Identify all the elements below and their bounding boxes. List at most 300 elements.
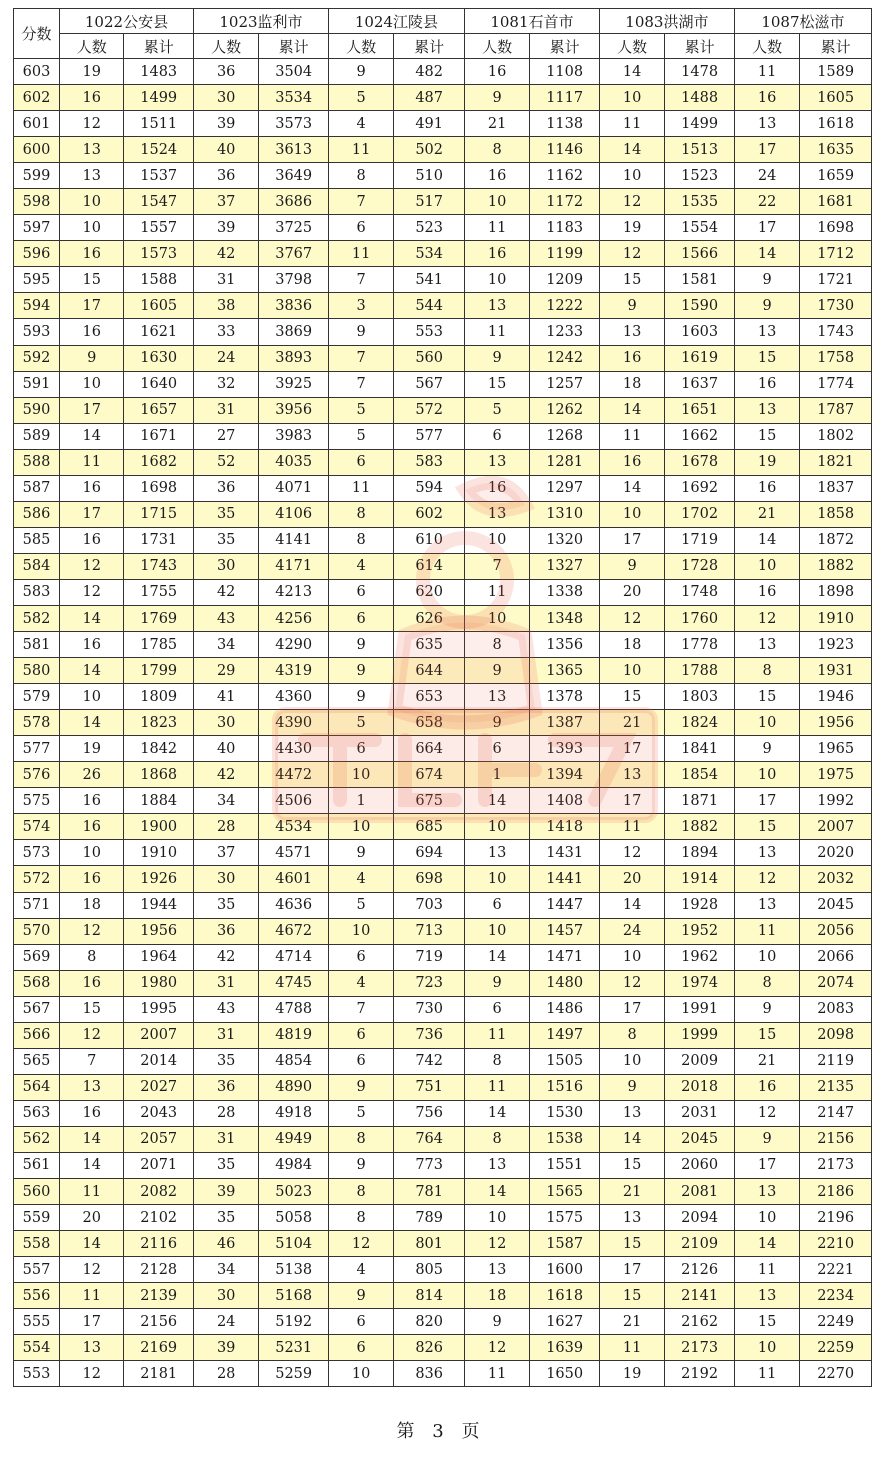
cumulative-cell: 2210 [800,1231,872,1257]
count-cell: 24 [193,1309,258,1335]
table-row [14,501,872,527]
cumulative-cell: 1618 [530,1283,600,1309]
count-cell: 5 [464,397,529,423]
cumulative-cell: 1588 [124,267,194,293]
cumulative-subheader: 累计 [259,34,329,59]
cumulative-cell: 1842 [124,736,194,762]
count-cell: 35 [193,892,258,918]
count-cell: 12 [60,579,124,605]
cumulative-cell: 1962 [665,944,735,970]
score-cell: 555 [14,1309,60,1335]
count-cell: 21 [734,1048,799,1074]
cumulative-cell: 2221 [800,1257,872,1283]
count-cell: 10 [328,918,393,944]
count-cell: 32 [193,371,258,397]
count-cell: 28 [193,1100,258,1126]
count-cell: 14 [60,658,124,684]
score-cell: 596 [14,241,60,267]
cumulative-cell: 4360 [259,684,329,710]
count-cell: 12 [599,189,664,215]
score-cell: 565 [14,1048,60,1074]
count-cell: 12 [734,605,799,631]
cumulative-cell: 560 [394,345,465,371]
cumulative-cell: 1635 [800,137,872,163]
cumulative-cell: 1199 [530,241,600,267]
count-cell: 11 [734,59,799,85]
count-cell: 17 [599,788,664,814]
count-cell: 10 [599,944,664,970]
score-cell: 564 [14,1074,60,1100]
score-cell: 573 [14,840,60,866]
score-cell: 569 [14,944,60,970]
count-cell: 11 [734,918,799,944]
count-cell: 36 [193,1074,258,1100]
cumulative-cell: 4788 [259,996,329,1022]
cumulative-cell: 3534 [259,85,329,111]
cumulative-cell: 572 [394,397,465,423]
score-cell: 576 [14,762,60,788]
cumulative-cell: 2094 [665,1205,735,1231]
count-cell: 16 [599,345,664,371]
count-cell: 11 [464,215,529,241]
count-cell: 7 [328,371,393,397]
table-row [14,579,872,605]
cumulative-cell: 1841 [665,736,735,762]
cumulative-cell: 1719 [665,527,735,553]
count-cell: 16 [734,85,799,111]
cumulative-cell: 1931 [800,658,872,684]
cumulative-cell: 1748 [665,579,735,605]
count-cell: 9 [464,658,529,684]
count-cell: 14 [60,605,124,631]
cumulative-cell: 1281 [530,449,600,475]
score-cell: 553 [14,1361,60,1387]
cumulative-cell: 2186 [800,1179,872,1205]
score-cell: 574 [14,814,60,840]
count-cell: 11 [599,423,664,449]
count-cell: 31 [193,1022,258,1048]
cumulative-cell: 2082 [124,1179,194,1205]
count-cell: 34 [193,1257,258,1283]
cumulative-cell: 4035 [259,449,329,475]
count-cell: 9 [734,996,799,1022]
cumulative-cell: 1297 [530,475,600,501]
cumulative-cell: 2169 [124,1335,194,1361]
count-cell: 24 [734,163,799,189]
cumulative-cell: 2007 [800,814,872,840]
count-cell: 21 [599,1179,664,1205]
cumulative-cell: 567 [394,371,465,397]
table-row [14,137,872,163]
count-subheader: 人数 [328,34,393,59]
count-cell: 10 [734,1205,799,1231]
cumulative-cell: 1327 [530,553,600,579]
table-row [14,866,872,892]
count-cell: 17 [734,137,799,163]
count-cell: 1 [464,762,529,788]
count-cell: 42 [193,762,258,788]
count-cell: 38 [193,293,258,319]
cumulative-cell: 1803 [665,684,735,710]
table-row [14,241,872,267]
table-row [14,111,872,137]
count-cell: 15 [599,267,664,293]
count-cell: 4 [328,866,393,892]
cumulative-cell: 1952 [665,918,735,944]
cumulative-cell: 814 [394,1283,465,1309]
count-cell: 9 [328,1152,393,1178]
cumulative-cell: 1894 [665,840,735,866]
cumulative-cell: 1516 [530,1074,600,1100]
cumulative-cell: 4472 [259,762,329,788]
count-cell: 10 [599,85,664,111]
table-row [14,1231,872,1257]
cumulative-cell: 1499 [124,85,194,111]
count-cell: 6 [328,605,393,631]
count-cell: 15 [734,1309,799,1335]
count-cell: 17 [60,397,124,423]
count-cell: 10 [60,215,124,241]
cumulative-cell: 1769 [124,605,194,631]
count-cell: 19 [60,59,124,85]
count-cell: 20 [60,1205,124,1231]
count-cell: 30 [193,85,258,111]
count-cell: 13 [599,319,664,345]
score-cell: 586 [14,501,60,527]
cumulative-cell: 1854 [665,762,735,788]
score-cell: 566 [14,1022,60,1048]
cumulative-cell: 1172 [530,189,600,215]
count-cell: 9 [464,85,529,111]
score-cell: 591 [14,371,60,397]
cumulative-cell: 1760 [665,605,735,631]
count-cell: 13 [464,684,529,710]
cumulative-cell: 3983 [259,423,329,449]
score-cell: 577 [14,736,60,762]
count-cell: 21 [599,710,664,736]
cumulative-cell: 1499 [665,111,735,137]
cumulative-cell: 1619 [665,345,735,371]
cumulative-cell: 2018 [665,1074,735,1100]
table-row [14,215,872,241]
cumulative-subheader: 累计 [530,34,600,59]
cumulative-cell: 510 [394,163,465,189]
count-cell: 11 [464,1361,529,1387]
cumulative-cell: 553 [394,319,465,345]
score-cell: 593 [14,319,60,345]
count-cell: 16 [60,527,124,553]
cumulative-cell: 2173 [800,1152,872,1178]
score-cell: 568 [14,970,60,996]
cumulative-cell: 2259 [800,1335,872,1361]
cumulative-cell: 4071 [259,475,329,501]
count-cell: 7 [328,345,393,371]
count-cell: 12 [599,241,664,267]
table-row [14,658,872,684]
cumulative-cell: 1882 [665,814,735,840]
count-cell: 42 [193,579,258,605]
count-cell: 5 [328,710,393,736]
count-cell: 14 [599,59,664,85]
cumulative-cell: 4672 [259,918,329,944]
cumulative-cell: 1222 [530,293,600,319]
count-cell: 15 [599,1283,664,1309]
count-cell: 12 [599,840,664,866]
cumulative-cell: 3767 [259,241,329,267]
cumulative-cell: 626 [394,605,465,631]
table-row [14,1335,872,1361]
score-cell: 582 [14,605,60,631]
count-cell: 13 [60,163,124,189]
count-cell: 14 [734,527,799,553]
cumulative-cell: 1486 [530,996,600,1022]
cumulative-cell: 610 [394,527,465,553]
count-cell: 11 [60,449,124,475]
cumulative-cell: 1956 [124,918,194,944]
cumulative-cell: 3956 [259,397,329,423]
count-cell: 15 [734,345,799,371]
cumulative-cell: 805 [394,1257,465,1283]
count-cell: 15 [599,1152,664,1178]
cumulative-cell: 1681 [800,189,872,215]
county-header: 1083洪湖市 [599,9,734,34]
count-cell: 15 [60,996,124,1022]
cumulative-cell: 517 [394,189,465,215]
count-cell: 9 [328,1074,393,1100]
cumulative-cell: 685 [394,814,465,840]
cumulative-cell: 5168 [259,1283,329,1309]
count-cell: 36 [193,918,258,944]
cumulative-cell: 751 [394,1074,465,1100]
score-cell: 558 [14,1231,60,1257]
cumulative-cell: 1858 [800,501,872,527]
cumulative-cell: 2102 [124,1205,194,1231]
cumulative-cell: 1523 [665,163,735,189]
count-cell: 10 [464,866,529,892]
cumulative-cell: 1898 [800,579,872,605]
cumulative-cell: 2083 [800,996,872,1022]
count-cell: 10 [599,1048,664,1074]
count-cell: 19 [599,215,664,241]
count-cell: 7 [60,1048,124,1074]
table-row [14,553,872,579]
count-cell: 8 [328,501,393,527]
count-cell: 15 [599,684,664,710]
count-cell: 30 [193,553,258,579]
cumulative-cell: 487 [394,85,465,111]
count-cell: 8 [464,1126,529,1152]
count-cell: 17 [60,1309,124,1335]
cumulative-cell: 3925 [259,371,329,397]
cumulative-cell: 2126 [665,1257,735,1283]
score-cell: 571 [14,892,60,918]
cumulative-cell: 4430 [259,736,329,762]
cumulative-cell: 2109 [665,1231,735,1257]
count-cell: 18 [599,632,664,658]
count-cell: 12 [599,970,664,996]
table-row [14,918,872,944]
count-cell: 13 [599,1205,664,1231]
cumulative-cell: 4106 [259,501,329,527]
cumulative-cell: 789 [394,1205,465,1231]
cumulative-cell: 1956 [800,710,872,736]
cumulative-cell: 658 [394,710,465,736]
count-cell: 20 [599,579,664,605]
cumulative-cell: 1589 [800,59,872,85]
cumulative-cell: 4171 [259,553,329,579]
cumulative-cell: 4534 [259,814,329,840]
count-cell: 24 [599,918,664,944]
table-row [14,527,872,553]
count-cell: 30 [193,866,258,892]
count-cell: 17 [734,788,799,814]
cumulative-cell: 1630 [124,345,194,371]
score-cell: 598 [14,189,60,215]
cumulative-cell: 614 [394,553,465,579]
count-cell: 9 [734,736,799,762]
count-cell: 14 [734,241,799,267]
count-cell: 13 [464,501,529,527]
score-cell: 581 [14,632,60,658]
count-cell: 13 [60,137,124,163]
cumulative-cell: 1488 [665,85,735,111]
count-cell: 9 [328,632,393,658]
cumulative-cell: 4854 [259,1048,329,1074]
cumulative-cell: 1268 [530,423,600,449]
count-cell: 12 [60,918,124,944]
count-cell: 13 [464,1257,529,1283]
count-cell: 12 [60,111,124,137]
cumulative-cell: 1320 [530,527,600,553]
count-cell: 8 [464,1048,529,1074]
count-cell: 12 [60,1022,124,1048]
cumulative-cell: 1378 [530,684,600,710]
count-cell: 20 [599,866,664,892]
cumulative-cell: 1618 [800,111,872,137]
score-cell: 556 [14,1283,60,1309]
cumulative-cell: 1605 [800,85,872,111]
count-cell: 8 [464,137,529,163]
cumulative-cell: 1882 [800,553,872,579]
cumulative-cell: 1513 [665,137,735,163]
score-cell: 557 [14,1257,60,1283]
count-cell: 12 [60,553,124,579]
table-row [14,267,872,293]
cumulative-cell: 1910 [800,605,872,631]
cumulative-cell: 4601 [259,866,329,892]
cumulative-cell: 4745 [259,970,329,996]
cumulative-cell: 736 [394,1022,465,1048]
cumulative-cell: 2009 [665,1048,735,1074]
table-row [14,1309,872,1335]
count-cell: 17 [734,1152,799,1178]
count-cell: 5 [328,423,393,449]
cumulative-cell: 1530 [530,1100,600,1126]
cumulative-cell: 1557 [124,215,194,241]
cumulative-cell: 1478 [665,59,735,85]
cumulative-cell: 1991 [665,996,735,1022]
count-cell: 8 [599,1022,664,1048]
count-cell: 28 [193,814,258,840]
count-cell: 9 [599,553,664,579]
table-row [14,944,872,970]
table-row [14,1152,872,1178]
cumulative-cell: 3798 [259,267,329,293]
cumulative-cell: 2156 [800,1126,872,1152]
count-cell: 10 [464,189,529,215]
count-cell: 13 [60,1335,124,1361]
cumulative-cell: 620 [394,579,465,605]
cumulative-cell: 1682 [124,449,194,475]
cumulative-cell: 2270 [800,1361,872,1387]
cumulative-cell: 1778 [665,632,735,658]
count-cell: 31 [193,970,258,996]
count-cell: 14 [599,1126,664,1152]
cumulative-cell: 2057 [124,1126,194,1152]
count-cell: 11 [328,137,393,163]
cumulative-cell: 1678 [665,449,735,475]
cumulative-cell: 4636 [259,892,329,918]
count-cell: 31 [193,397,258,423]
count-cell: 14 [60,1152,124,1178]
score-cell: 562 [14,1126,60,1152]
count-subheader: 人数 [193,34,258,59]
cumulative-cell: 544 [394,293,465,319]
cumulative-cell: 2056 [800,918,872,944]
count-cell: 13 [734,840,799,866]
count-cell: 24 [193,345,258,371]
cumulative-cell: 730 [394,996,465,1022]
cumulative-cell: 1755 [124,579,194,605]
cumulative-cell: 1480 [530,970,600,996]
count-cell: 13 [734,1283,799,1309]
count-cell: 11 [464,579,529,605]
count-cell: 8 [734,658,799,684]
count-cell: 29 [193,658,258,684]
cumulative-cell: 1671 [124,423,194,449]
count-cell: 31 [193,1126,258,1152]
score-cell: 563 [14,1100,60,1126]
count-cell: 11 [328,475,393,501]
table-row [14,1048,872,1074]
count-cell: 12 [734,1100,799,1126]
count-cell: 17 [599,736,664,762]
count-cell: 10 [60,684,124,710]
count-cell: 14 [60,1126,124,1152]
cumulative-cell: 1394 [530,762,600,788]
count-cell: 16 [60,1100,124,1126]
cumulative-cell: 756 [394,1100,465,1126]
cumulative-cell: 1640 [124,371,194,397]
cumulative-cell: 1209 [530,267,600,293]
count-cell: 17 [60,293,124,319]
count-cell: 10 [734,944,799,970]
cumulative-cell: 2066 [800,944,872,970]
cumulative-cell: 1257 [530,371,600,397]
cumulative-cell: 1712 [800,241,872,267]
score-cell: 570 [14,918,60,944]
count-cell: 10 [599,501,664,527]
cumulative-cell: 1338 [530,579,600,605]
cumulative-cell: 2141 [665,1283,735,1309]
cumulative-cell: 1573 [124,241,194,267]
table-row [14,892,872,918]
score-cell: 579 [14,684,60,710]
cumulative-cell: 4319 [259,658,329,684]
cumulative-cell: 3686 [259,189,329,215]
cumulative-cell: 1637 [665,371,735,397]
cumulative-cell: 1965 [800,736,872,762]
